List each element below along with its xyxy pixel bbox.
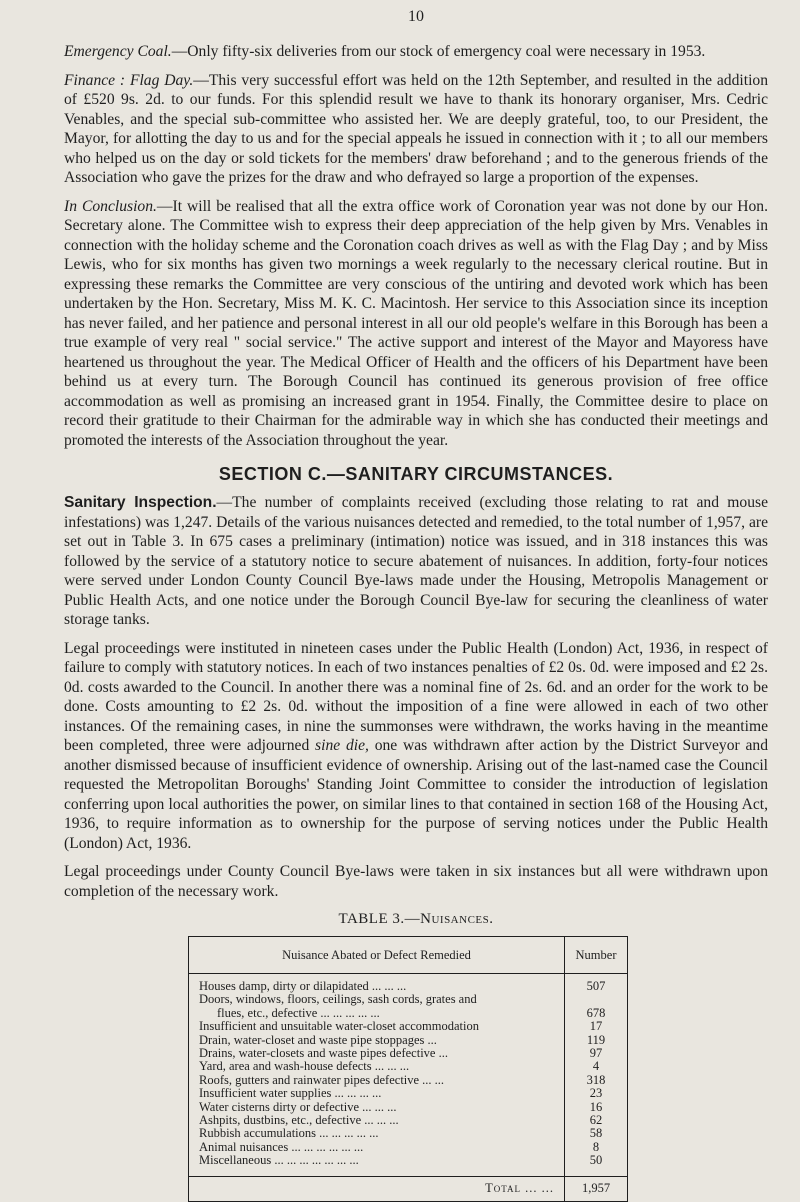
row-number: 318: [565, 1074, 628, 1087]
row-item: flues, etc., defective ... ... ... ... ...: [217, 1005, 380, 1020]
row-item: Insufficient and unsuitable water-closet accommodation: [199, 1019, 479, 1034]
table-row: [189, 1020, 628, 1033]
table-row: [189, 974, 628, 994]
spacer-cell: [565, 1168, 628, 1177]
row-number: 62: [565, 1114, 628, 1127]
column-header-number: Number: [565, 937, 628, 974]
row-item: Houses damp, dirty or dilapidated ... ... ...: [199, 979, 407, 993]
emphasis-text: sine die,: [315, 737, 369, 754]
row-item: Rubbish accumulations ... ... ... ... ...: [199, 1126, 379, 1141]
total-label-cell: [189, 1176, 565, 1201]
paragraph-conclusion: [64, 197, 768, 451]
paragraph-text: Legal proceedings were instituted in nineteen cases under the Public Health (London) Act, 1936, in respect of failure to comply with statutory notices. In each of two instances penalties of £2 0s. 0d. were imposed and £2 2s. 0d. costs awarded to the Council. In another there was a nominal fine of 2s. 6d. and an order for the work to be done. Costs amounting to £2 2s. 0d. without the imposition of a fine were allowed in each of two other instances. Of the remaining cases, in nine the summonses were withdrawn, the works having in the meantime been completed, three were adjourned: [64, 639, 768, 754]
paragraph-sanitary-inspection: [64, 493, 768, 630]
table-row: [189, 1060, 628, 1073]
row-number: 16: [565, 1101, 628, 1114]
row-number: 23: [565, 1087, 628, 1100]
table-row: [189, 1101, 628, 1114]
table-row: [189, 1087, 628, 1100]
row-number: 50: [565, 1154, 628, 1167]
row-number: 119: [565, 1034, 628, 1047]
row-number: [565, 993, 628, 1006]
paragraph-legal-proceedings: [64, 639, 768, 854]
paragraph-lead: In Conclusion.: [64, 197, 157, 215]
total-label: Total ... ...: [485, 1180, 554, 1195]
table-row: [189, 1034, 628, 1047]
row-item: Doors, windows, floors, ceilings, sash cords, grates and: [199, 992, 477, 1007]
paragraph-text: Legal proceedings under County Council Bye-laws were taken in six instances but all were withdrawn upon completion of the necessary work.: [64, 863, 768, 900]
paragraph-flag-day: [64, 71, 768, 188]
row-item: Insufficient water supplies ... ... ... ...: [199, 1086, 382, 1101]
row-number: 17: [565, 1020, 628, 1033]
row-number: 507: [565, 974, 628, 994]
spacer-cell: [189, 1168, 565, 1177]
table-total-row: [189, 1176, 628, 1201]
row-number: 8: [565, 1141, 628, 1154]
page-number: 10: [408, 8, 424, 25]
row-item: Drains, water-closets and waste pipes defective ...: [199, 1046, 448, 1061]
row-item-cell: [189, 1007, 565, 1020]
column-header-item: Nuisance Abated or Defect Remedied: [189, 937, 565, 974]
row-item: Water cisterns dirty or defective ... ... ...: [199, 1099, 397, 1114]
row-item: Yard, area and wash-house defects ... ... ...: [199, 1059, 410, 1074]
row-item: Miscellaneous ... ... ... ... ... ... ...: [199, 1153, 359, 1168]
paragraph-text: one was withdrawn after action by the District Surveyor and another dismissed because of insufficient evidence of ownership. Arising out of the last-named case the Council requested the Metropolitan Boroughs' Standing Joint Committee to consider the introduction of legislation conferring upon local authorities the power, on similar lines to that contained in section 168 of the Housing Act, 1936, to require information as to ownership for the purpose of serving notices under the Public Health (London) Act, 1936.: [64, 737, 768, 852]
row-number: 97: [565, 1047, 628, 1060]
row-item: Animal nuisances ... ... ... ... ... ...: [199, 1139, 364, 1154]
table-spacer-row: [189, 1168, 628, 1177]
table-row: [189, 1007, 628, 1020]
paragraph-bye-laws: [64, 862, 768, 901]
paragraph-text: —Only fifty-six deliveries from our stock of emergency coal were necessary in 1953.: [171, 43, 706, 60]
nuisances-table: [188, 936, 628, 1202]
row-item: Ashpits, dustbins, etc., defective ... ... ...: [199, 1113, 399, 1128]
paragraph-lead: Finance : Flag Day.: [64, 71, 194, 89]
row-number: 58: [565, 1127, 628, 1140]
table-row: [189, 1074, 628, 1087]
table-row: [189, 1047, 628, 1060]
paragraph-text: —The number of complaints received (excluding those relating to rat and mouse infestations) was 1,247. Details of the various nuisances detected and remedied, to the total number of 1,957, are set out in Table 3. In 675 cases a preliminary (intimation) notice was issued, and in 318 instances this was followed by the service of a statutory notice to secure abatement of nuisances. In addition, forty-four notices were served under London County Council Bye-laws made under the Housing, Metropolis Management or Public Health Acts, and one notice under the Borough Council Bye-law for securing the cleanliness of water storage tanks.: [64, 494, 768, 628]
row-number: 678: [565, 1007, 628, 1020]
table-title: [64, 911, 768, 928]
table-row: [189, 1114, 628, 1127]
table-row: [189, 1127, 628, 1140]
section-heading: SECTION C.—SANITARY CIRCUMSTANCES.: [218, 464, 614, 484]
table-row: [189, 993, 628, 1006]
table-title-prefix: TABLE 3.—: [338, 911, 421, 927]
total-value: 1,957: [565, 1176, 628, 1201]
table-row: [189, 1141, 628, 1154]
paragraph-emergency-coal: [64, 42, 768, 62]
row-item: Roofs, gutters and rainwater pipes defective ... ...: [199, 1072, 445, 1087]
table-title-main: Nuisances.: [420, 911, 494, 927]
paragraph-text: —This very successful effort was held on the 12th September, and resulted in the addition of £520 9s. 2d. to our funds. For this splendid result we have to thank its honorary organiser, Mrs. Cedric Venables, and the special sub-committee who assisted her. We are deeply grateful, too, to our President, the Mayor, for allotting the day to us and for the special appeals he issued in connection with it ; to all our members who helped us on the day or sold tickets for the members' draw beforehand ; and to the generous friends of the Association who gave the prizes for the draw and who defrayed so large a proportion of the expenses.: [64, 71, 768, 186]
paragraph-lead: Emergency Coal.: [64, 43, 172, 60]
row-number: 4: [565, 1060, 628, 1073]
table-row: [189, 1154, 628, 1167]
table-header-row: [189, 937, 628, 974]
paragraph-text: —It will be realised that all the extra office work of Coronation year was not done by our Hon. Secretary alone. The Committee wish to express their deep appreciation of the help given by Mrs. Venables in connection with the holiday scheme and the Coronation coach drives as well as with the Flag Day ; and by Miss Lewis, who for six months has given two mornings a week regularly to the necessary clerical routine. But in expressing these remarks the Committee are very conscious of the untiring and devoted work which has been undertaken by the Hon. Secretary, Miss M. K. C. Macintosh. Her service to this Association since its inception has never failed, and her patience and personal interest in all our old people's welfare in this Borough has been a true example of very real " social service." The active support and interest of the Mayor and Mayoress have heartened us throughout the year. The Medical Officer of Health and the officers of his Department have been behind us at every turn. The Borough Council has continued its generous provision of free office accommodation as well as promising an increased grant in 1954. Finally, the Committee desire to place on record their gratitude to their Chairman for the admirable way in which she has conducted their meetings and promoted the interests of the Association throughout the year.: [64, 197, 768, 449]
row-item: Drain, water-closet and waste pipe stoppages ...: [199, 1032, 437, 1047]
paragraph-lead: Sanitary Inspection.: [64, 494, 217, 511]
